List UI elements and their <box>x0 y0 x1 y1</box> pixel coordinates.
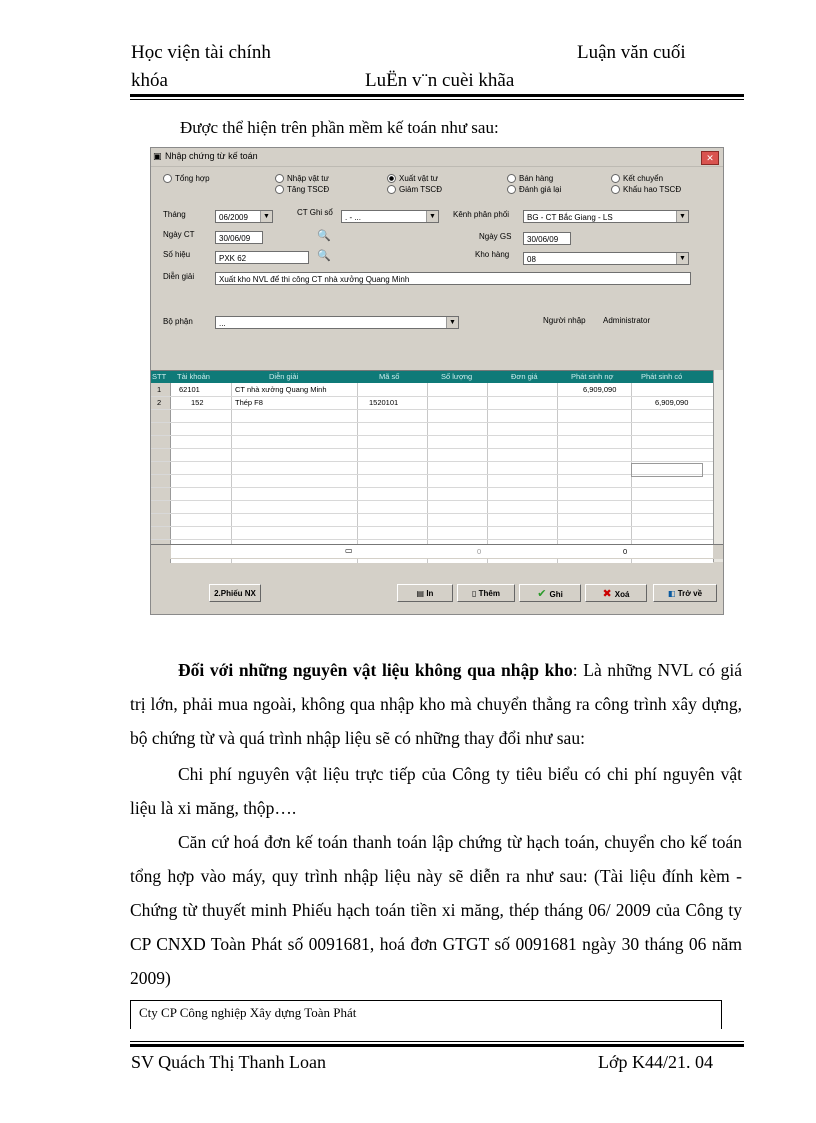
header-left-line1: Học viện tài chính <box>131 42 271 63</box>
back-arrow-icon: ◧ <box>667 589 678 598</box>
col-dien-giai: Diễn giải <box>269 372 299 381</box>
col-phat-sinh-co: Phát sinh có <box>641 372 683 381</box>
intro-text: Được thể hiện trên phần mềm kế toán như sau: <box>180 118 499 137</box>
save-button[interactable]: ✔ Ghi <box>519 584 581 602</box>
thang-select[interactable]: 06/2009 ▼ <box>215 210 273 223</box>
chevron-down-icon: ▼ <box>446 317 458 328</box>
footer-rule-thin <box>130 1041 744 1042</box>
label-ngay-ct: Ngày CT <box>163 230 195 239</box>
label-so-hieu: Số hiệu <box>163 250 191 259</box>
chevron-down-icon: ▼ <box>260 211 272 222</box>
delete-x-icon: ✖ <box>602 588 615 600</box>
grid-header <box>151 371 713 383</box>
grid-totals <box>151 544 723 559</box>
col-tai-khoan: Tài khoản <box>177 372 210 381</box>
radio-giam-tscd[interactable]: Giảm TSCĐ <box>387 185 442 194</box>
radio-xuat-vat-tu[interactable]: Xuất vật tư <box>387 174 438 183</box>
app-icon: ▣ <box>153 151 162 161</box>
row-number-column <box>151 383 171 563</box>
label-thang: Tháng <box>163 210 186 219</box>
paragraph-2: Chi phí nguyên vật liệu trực tiếp của Công ty tiêu biểu có chi phí nguyên vật liệu là xi măng, thộp…. <box>130 764 742 818</box>
accounting-window <box>150 147 724 615</box>
new-document-icon: ▯ <box>472 589 479 598</box>
bo-phan-select[interactable]: ... ▼ <box>215 316 459 329</box>
label-dien-giai: Diễn giải <box>163 272 195 281</box>
total-debit: 0 <box>623 547 628 556</box>
label-nguoi-nhap: Người nhập <box>543 316 586 325</box>
paragraph-1-rest: : Là những NVL có giá trị lớn, phải mua ngoài, không qua nhập kho mà chuyển thẳng ra công trình xây dựng, bộ chứng từ và quá trình nhập liệu sẽ có những thay đổi như sau: <box>130 660 742 748</box>
ct-ghi-so-select[interactable]: . - ... ▼ <box>341 210 439 223</box>
radio-nhap-vat-tu[interactable]: Nhập vật tư <box>275 174 329 183</box>
col-don-gia: Đơn giá <box>511 372 538 381</box>
radio-tong-hop[interactable]: Tổng hợp <box>163 174 210 183</box>
kho-hang-select[interactable]: 08 ▼ <box>523 252 689 265</box>
radio-ban-hang[interactable]: Bán hàng <box>507 174 553 183</box>
footer-student: SV Quách Thị Thanh Loan <box>131 1052 326 1072</box>
printer-icon: ▤ <box>416 589 427 598</box>
company-box <box>130 1000 722 1029</box>
header-rule-thin <box>130 99 744 100</box>
close-icon[interactable]: ✕ <box>701 151 719 165</box>
delete-button[interactable]: ✖ Xoá <box>585 584 647 602</box>
back-button[interactable]: ◧ Trở về <box>653 584 717 602</box>
add-button[interactable]: ▯ Thêm <box>457 584 515 602</box>
dien-giai-input[interactable]: Xuất kho NVL để thi công CT nhà xưởng Quang Minh <box>215 272 691 285</box>
paragraph-1 <box>130 653 742 755</box>
window-titlebar <box>151 148 723 167</box>
ngay-ct-input[interactable]: 30/06/09 <box>215 231 263 244</box>
chevron-down-icon: ▼ <box>676 253 688 264</box>
voucher-grid[interactable]: STT Tài khoản Diễn giải Mã số Số lượng Đơn giá Phát sinh nợ Phát sinh có 1 62101 CT nhà xưởng Quang Minh 6,909,090 2 152 Thép F8 1520101 6,909,090 <box>151 370 713 563</box>
grid-scrollbar[interactable] <box>713 370 724 562</box>
radio-ket-chuyen[interactable]: Kết chuyển <box>611 174 663 183</box>
footer-class: Lớp K44/21. 04 <box>598 1052 714 1072</box>
paragraph-1-bold: Đối với những nguyên vật liệu không qua nhập kho <box>178 660 573 680</box>
print-button[interactable]: ▤ In <box>397 584 453 602</box>
label-bo-phan: Bộ phận <box>163 317 193 326</box>
search-icon[interactable]: 🔍 <box>317 250 331 262</box>
col-phat-sinh-no: Phát sinh nợ <box>571 372 614 381</box>
so-hieu-input[interactable]: PXK 62 <box>215 251 309 264</box>
window-title: Nhập chứng từ kế toán <box>165 151 258 161</box>
footer-rule <box>130 1044 744 1047</box>
header-center-line2: LuËn v¨n cuèi khãa <box>365 70 515 91</box>
radio-tang-tscd[interactable]: Tăng TSCĐ <box>275 185 329 194</box>
label-kho-hang: Kho hàng <box>475 250 510 259</box>
col-ma-so: Mã số <box>379 372 400 381</box>
nguoi-nhap-value: Administrator <box>603 316 651 325</box>
chevron-down-icon: ▼ <box>426 211 438 222</box>
col-stt: STT <box>152 372 167 381</box>
ngay-gs-input[interactable]: 30/06/09 <box>523 232 571 245</box>
total-quantity: 0 <box>477 547 482 556</box>
radio-danh-gia-lai[interactable]: Đánh giá lại <box>507 185 561 194</box>
col-so-luong: Số lượng <box>441 372 473 381</box>
label-kenh-phan-phoi: Kênh phân phối <box>453 210 510 219</box>
phieu-nx-button[interactable]: 2.Phiếu NX <box>209 584 261 602</box>
radio-khau-hao-tscd[interactable]: Khấu hao TSCĐ <box>611 185 681 194</box>
paragraph-3: Căn cứ hoá đơn kế toán thanh toán lập chứng từ hạch toán, chuyển cho kế toán tổng hợp vào máy, quy trình nhập liệu này sẽ diễn ra như sau: (Tài liệu đính kèm - Chứng từ thuyết minh Phiếu hạch toán tiền xi măng, thép tháng 06/ 2009 của Công ty CP CNXD Toàn Phát số 0091681, hoá đơn GTGT số 0091681 ngày 30 tháng 06 năm 2009) <box>130 832 742 988</box>
chevron-down-icon: ▼ <box>676 211 688 222</box>
search-icon[interactable]: 🔍 <box>317 230 331 242</box>
company-name: Cty CP Công nghiệp Xây dựng Toàn Phát <box>139 1005 357 1020</box>
active-cell[interactable] <box>631 463 703 477</box>
header-left-line2: khóa <box>131 70 168 91</box>
label-ngay-gs: Ngày GS <box>479 232 512 241</box>
header-right-line1: Luận văn cuối <box>577 42 686 63</box>
header-rule <box>130 94 744 97</box>
label-ct-ghi-so: CT Ghi sổ <box>297 208 333 217</box>
calendar-icon[interactable]: ▭ <box>345 546 353 555</box>
check-icon: ✔ <box>537 588 550 600</box>
kenh-phan-phoi-select[interactable]: BG - CT Bắc Giang - LS ▼ <box>523 210 689 223</box>
